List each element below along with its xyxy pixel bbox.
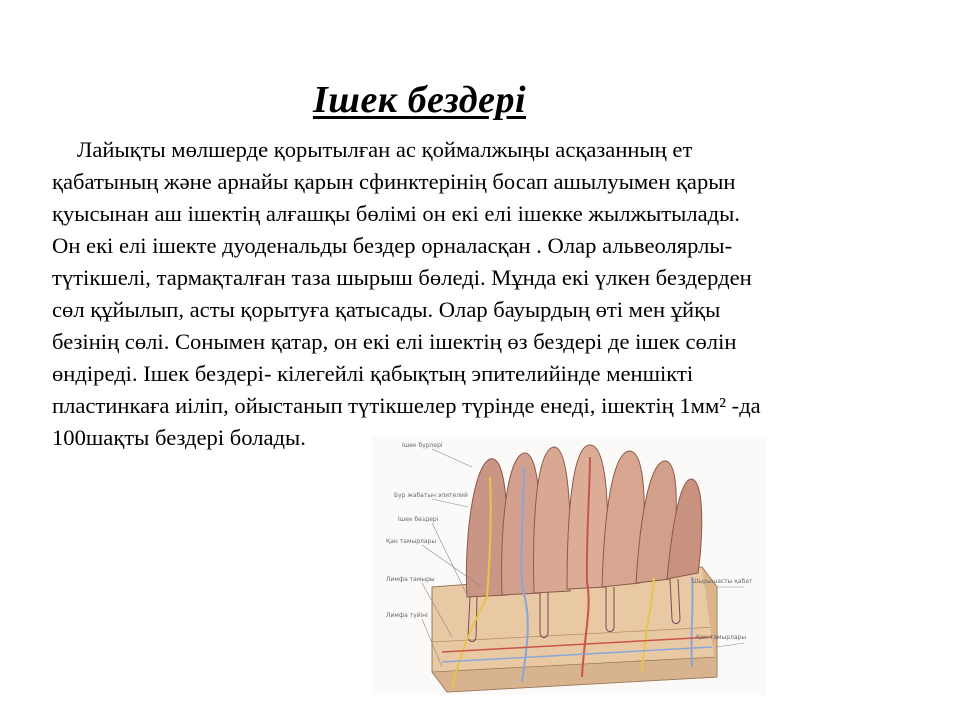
body-paragraph <box>52 134 912 454</box>
intestinal-wall-svg <box>372 437 767 695</box>
paragraph-line: Лайықты мөлшерде қорытылған ас қоймалжыңы асқазанның ет <box>77 137 693 162</box>
paragraph-line: қабатының және арнайы қарын сфинктерінің босап ашылуымен қарын <box>52 169 736 194</box>
villi-group <box>466 445 701 597</box>
slide-title: Ішек бездері <box>313 79 526 121</box>
figure-label: Ішек бүрлері <box>402 442 443 449</box>
paragraph-line: өндіреді. Ішек бездері- кілегейлі қабықтың эпителийінде меншікті <box>52 361 694 386</box>
figure-label: Лимфа түйіні <box>386 612 428 619</box>
figure-label: Қан тамырлары <box>386 538 437 545</box>
paragraph-line: Он екі елі ішекте дуоденальды бездер орналасқан . Олар альвеолярлы- <box>52 233 733 258</box>
paragraph-line: 100шақты бездері болады. <box>52 425 306 450</box>
intestinal-wall-illustration <box>372 437 767 695</box>
figure-label: Шырышасты қабат <box>692 578 753 585</box>
paragraph-line: безінің сөлі. Сонымен қатар, он екі елі ішектің өз бездері де ішек сөлін <box>52 329 737 354</box>
paragraph-line: түтікшелі, тармақталған таза шырыш бөледі. Мұнда екі үлкен бездерден <box>52 265 752 290</box>
paragraph-line: сөл құйылып, асты қорытуға қатысады. Олар бауырдың өті мен ұйқы <box>52 297 721 322</box>
vein <box>691 577 692 667</box>
figure-label: Қан тамырлары <box>696 634 747 641</box>
paragraph-line: пластинкаға иіліп, ойыстанып түтікшелер түрінде енеді, ішектің 1мм² -да <box>52 393 761 418</box>
paragraph-line: қуысынан аш ішектің алғашқы бөлімі он екі елі ішекке жылжытылады. <box>52 201 740 226</box>
figure-label: Бүр жабатын эпителий <box>394 492 468 499</box>
figure-label: Ішек бездері <box>398 516 439 523</box>
figure-label: Лимфа тамыры <box>386 576 435 583</box>
villus <box>534 447 571 593</box>
